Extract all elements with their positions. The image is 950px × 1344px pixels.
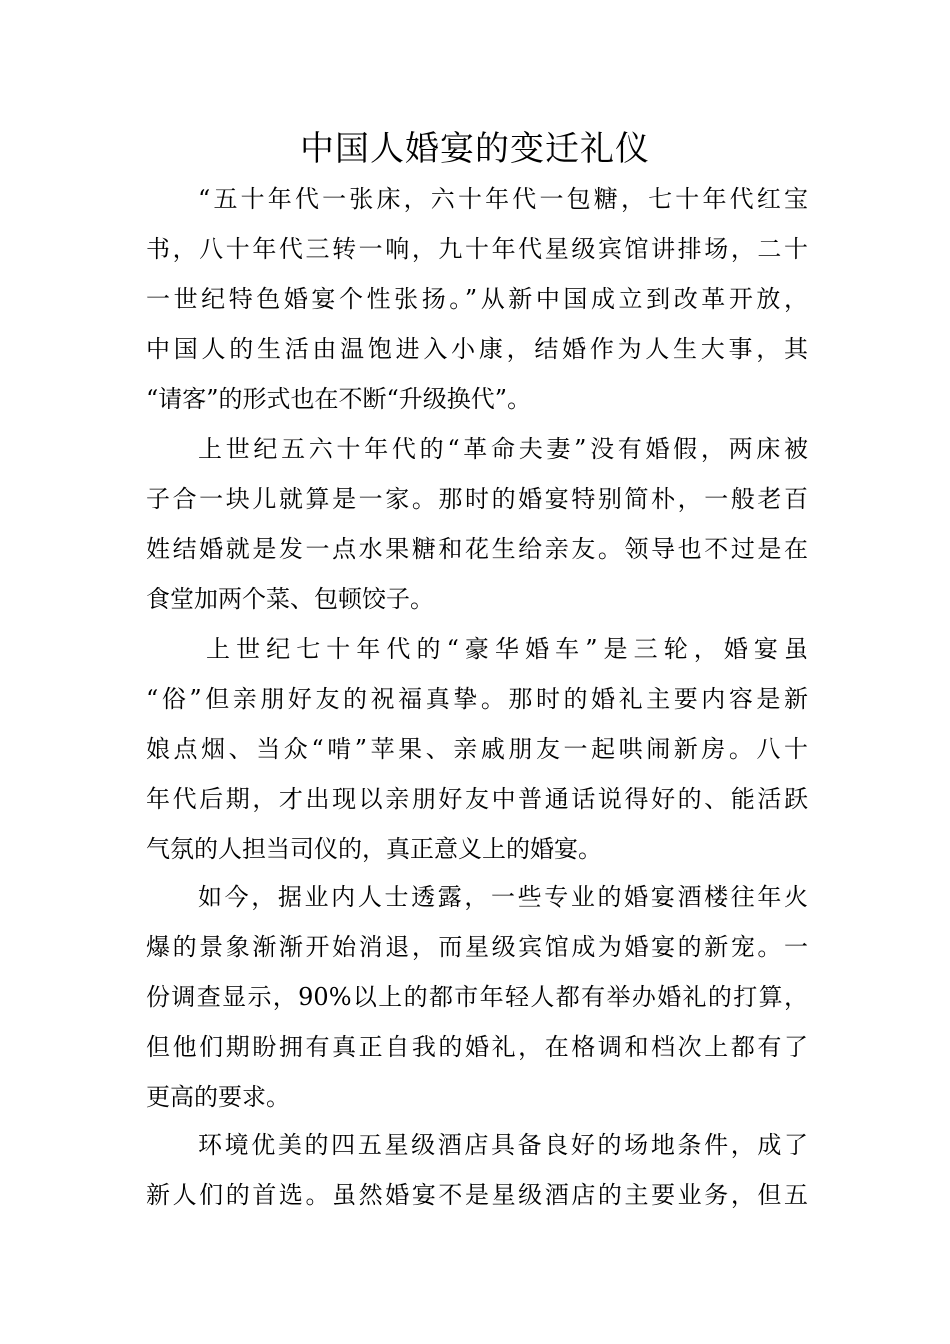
- paragraph-line: 爆的景象渐渐开始消退，而星级宾馆成为婚宴的新宠。一: [146, 933, 808, 961]
- paragraph-line: 一世纪特色婚宴个性张扬。”从新中国成立到改革开放，: [146, 285, 808, 313]
- document-body: [146, 624, 808, 874]
- paragraph-line: 新人们的首选。虽然婚宴不是星级酒店的主要业务，但五: [146, 1181, 808, 1209]
- paragraph-line: 份调查显示，90%以上的都市年轻人都有举办婚礼的打算，: [146, 983, 808, 1011]
- paragraph-4: [146, 872, 808, 1122]
- paragraph-2: [146, 424, 808, 624]
- paragraph-line: 气氛的人担当司仪的，真正意义上的婚宴。: [146, 835, 602, 863]
- document-body: [146, 424, 808, 624]
- paragraph-3: [146, 624, 808, 874]
- paragraph-line: 姓结婚就是发一点水果糖和花生给亲友。领导也不过是在: [146, 535, 808, 563]
- paragraph-line: 食堂加两个菜、包顿饺子。: [146, 585, 434, 613]
- paragraph-5: [146, 1120, 808, 1220]
- paragraph-line: 年代后期，才出现以亲朋好友中普通话说得好的、能活跃: [146, 785, 808, 813]
- paragraph-line: 更高的要求。: [146, 1083, 290, 1111]
- paragraph-line: 上世纪七十年代的“豪华婚车”是三轮，婚宴虽: [206, 635, 808, 663]
- document-body: [146, 174, 808, 424]
- paragraph-line: 娘点烟、当众“啃”苹果、亲戚朋友一起哄闹新房。八十: [146, 735, 808, 763]
- paragraph-line: 如今，据业内人士透露，一些专业的婚宴酒楼往年火: [198, 883, 808, 911]
- document-body: [146, 872, 808, 1122]
- paragraph-line: 上世纪五六十年代的“革命夫妻”没有婚假，两床被: [198, 435, 808, 463]
- paragraph-line: 书，八十年代三转一响，九十年代星级宾馆讲排场，二十: [146, 235, 808, 263]
- paragraph-line: 但他们期盼拥有真正自我的婚礼，在格调和档次上都有了: [146, 1033, 808, 1061]
- document-title: 中国人婚宴的变迁礼仪: [300, 129, 650, 169]
- paragraph-line: “五十年代一张床，六十年代一包糖，七十年代红宝: [198, 185, 808, 213]
- paragraph-1: [146, 174, 808, 424]
- paragraph-line: “俗”但亲朋好友的祝福真挚。那时的婚礼主要内容是新: [146, 685, 808, 713]
- paragraph-line: 环境优美的四五星级酒店具备良好的场地条件，成了: [198, 1131, 808, 1159]
- document-body: [146, 1120, 808, 1220]
- paragraph-line: 子合一块儿就算是一家。那时的婚宴特别简朴，一般老百: [146, 485, 808, 513]
- paragraph-line: 中国人的生活由温饱进入小康，结婚作为人生大事，其: [146, 335, 808, 363]
- paragraph-line: “请客”的形式也在不断“升级换代”。: [146, 385, 532, 413]
